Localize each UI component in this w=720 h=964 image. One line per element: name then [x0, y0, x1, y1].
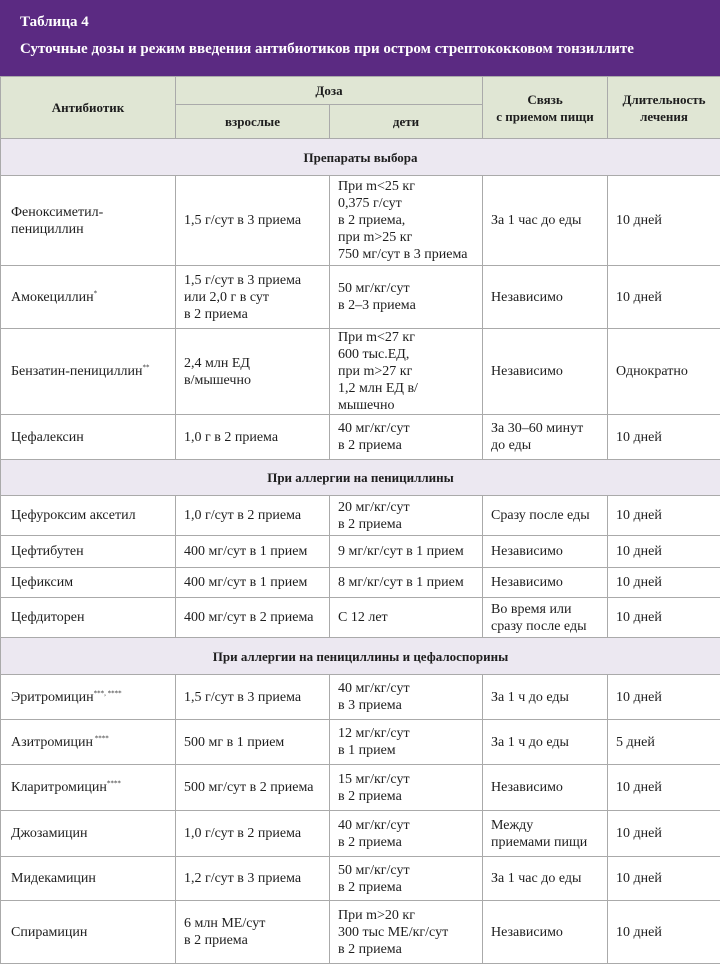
cell-adults-dose-line: 1,0 г/сут в 2 приема: [184, 825, 321, 842]
antibiotic-name-line: Амокециллин*: [11, 289, 167, 306]
cell-children-dose-line: в 2 приема: [338, 879, 474, 896]
cell-children-dose-line: в 3 приема: [338, 697, 474, 714]
cell-food-relation-line: Во время или: [491, 601, 599, 618]
section-row: [1, 460, 720, 496]
cell-food-relation: [483, 266, 608, 329]
cell-food-relation-line: Независимо: [491, 924, 599, 941]
cell-antibiotic: [1, 811, 176, 857]
cell-children-dose-line: При m>20 кг: [338, 907, 474, 924]
cell-adults-dose-line: или 2,0 г в сут: [184, 289, 321, 306]
cell-children-dose-line: в 2 приема: [338, 834, 474, 851]
cell-food-relation-line: приемами пищи: [491, 834, 599, 851]
cell-duration: 10 дней: [608, 496, 720, 536]
cell-duration: 10 дней: [608, 857, 720, 901]
cell-food-relation: [483, 901, 608, 964]
col-header-duration-line1: Длительность: [616, 91, 712, 108]
cell-food-relation-line: Между: [491, 817, 599, 834]
cell-children-dose-line: 15 мг/кг/сут: [338, 771, 474, 788]
cell-antibiotic: [1, 176, 176, 266]
cell-antibiotic: [1, 598, 176, 638]
cell-children-dose: [330, 496, 483, 536]
cell-children-dose: [330, 415, 483, 460]
cell-adults-dose: [176, 901, 330, 964]
cell-adults-dose: [176, 598, 330, 638]
table-row: [1, 568, 720, 598]
footnote-mark: **: [143, 363, 150, 371]
cell-adults-dose: [176, 536, 330, 568]
cell-food-relation-line: Независимо: [491, 543, 599, 560]
cell-duration: 10 дней: [608, 568, 720, 598]
cell-food-relation: [483, 176, 608, 266]
cell-food-relation: [483, 568, 608, 598]
cell-children-dose-line: в 1 прием: [338, 742, 474, 759]
table-row: [1, 415, 720, 460]
cell-duration: 5 дней: [608, 720, 720, 765]
cell-children-dose-line: 40 мг/кг/сут: [338, 817, 474, 834]
table-label: Таблица 4: [20, 14, 89, 31]
cell-children-dose-line: 12 мг/кг/сут: [338, 725, 474, 742]
cell-children-dose: [330, 568, 483, 598]
cell-duration: 10 дней: [608, 765, 720, 811]
col-header-antibiotic: Антибиотик: [1, 77, 176, 139]
cell-duration: 10 дней: [608, 176, 720, 266]
cell-children-dose: [330, 901, 483, 964]
antibiotic-name-line: Азитромицин ****: [11, 734, 167, 751]
table-row: [1, 857, 720, 901]
cell-food-relation: [483, 329, 608, 415]
table-row: [1, 901, 720, 964]
antibiotic-name-line: пенициллин: [11, 221, 167, 238]
cell-food-relation: [483, 675, 608, 720]
footnote-mark: *: [94, 289, 98, 297]
cell-antibiotic: [1, 675, 176, 720]
col-header-food-line1: Связь: [491, 91, 599, 108]
cell-duration: 10 дней: [608, 266, 720, 329]
table-row: [1, 329, 720, 415]
cell-food-relation: [483, 857, 608, 901]
footnote-mark: ****: [107, 779, 121, 787]
cell-food-relation: [483, 765, 608, 811]
cell-children-dose: [330, 857, 483, 901]
table-row: [1, 536, 720, 568]
antibiotic-name-line: Цефтибутен: [11, 543, 167, 560]
section-title: При аллергии на пенициллины: [1, 460, 720, 496]
table-row: [1, 266, 720, 329]
cell-duration: Однократно: [608, 329, 720, 415]
cell-adults-dose: [176, 415, 330, 460]
col-header-children: дети: [330, 105, 483, 139]
antibiotic-name-line: Цефиксим: [11, 574, 167, 591]
col-header-food: [483, 77, 608, 139]
cell-children-dose-line: при m>27 кг: [338, 363, 474, 380]
cell-children-dose: [330, 765, 483, 811]
cell-antibiotic: [1, 415, 176, 460]
antibiotic-name-line: Цефалексин: [11, 429, 167, 446]
antibiotic-name-line: Кларитромицин****: [11, 779, 167, 796]
footnote-mark: ****: [93, 734, 109, 742]
cell-children-dose-line: в 2 приема: [338, 437, 474, 454]
section-title: При аллергии на пенициллины и цефалоспорины: [1, 638, 720, 675]
table-row: [1, 675, 720, 720]
cell-adults-dose-line: в 2 приема: [184, 306, 321, 323]
cell-food-relation-line: За 1 ч до еды: [491, 734, 599, 751]
antibiotic-name-line: Цефуроксим аксетил: [11, 507, 167, 524]
cell-children-dose-line: 1,2 млн ЕД в/мышечно: [338, 380, 474, 414]
antibiotic-name-line: Бензатин-пенициллин**: [11, 363, 167, 380]
cell-children-dose-line: 40 мг/кг/сут: [338, 420, 474, 437]
cell-food-relation: [483, 598, 608, 638]
cell-food-relation-line: сразу после еды: [491, 618, 599, 635]
table-row: [1, 811, 720, 857]
table-row: [1, 176, 720, 266]
antibiotic-name-line: Мидекамицин: [11, 870, 167, 887]
cell-children-dose-line: 300 тыс МЕ/кг/сут: [338, 924, 474, 941]
cell-adults-dose-line: 6 млн МЕ/сут: [184, 915, 321, 932]
cell-adults-dose-line: 500 мг в 1 прием: [184, 734, 321, 751]
cell-adults-dose: [176, 857, 330, 901]
cell-adults-dose: [176, 176, 330, 266]
antibiotic-name-line: Феноксиметил-: [11, 204, 167, 221]
table-header-banner: [0, 0, 720, 76]
cell-children-dose-line: 8 мг/кг/сут в 1 прием: [338, 574, 474, 591]
antibiotic-name-line: Джозамицин: [11, 825, 167, 842]
cell-adults-dose-line: 1,0 г/сут в 2 приема: [184, 507, 321, 524]
cell-adults-dose: [176, 811, 330, 857]
cell-children-dose: [330, 536, 483, 568]
cell-adults-dose: [176, 568, 330, 598]
antibiotic-name-line: Эритромицин***, ****: [11, 689, 167, 706]
antibiotics-table: [0, 76, 720, 964]
cell-food-relation-line: до еды: [491, 437, 599, 454]
cell-food-relation-line: Независимо: [491, 574, 599, 591]
cell-adults-dose-line: 400 мг/сут в 1 прием: [184, 574, 321, 591]
cell-children-dose: [330, 176, 483, 266]
cell-food-relation-line: За 1 час до еды: [491, 212, 599, 229]
cell-adults-dose: [176, 720, 330, 765]
cell-children-dose: [330, 266, 483, 329]
cell-children-dose-line: в 2 приема,: [338, 212, 474, 229]
cell-antibiotic: [1, 901, 176, 964]
cell-adults-dose-line: 500 мг/сут в 2 приема: [184, 779, 321, 796]
cell-children-dose-line: 40 мг/кг/сут: [338, 680, 474, 697]
cell-food-relation: [483, 720, 608, 765]
cell-adults-dose-line: 400 мг/сут в 1 прием: [184, 543, 321, 560]
cell-antibiotic: [1, 568, 176, 598]
cell-children-dose-line: При m<25 кг: [338, 178, 474, 195]
cell-duration: 10 дней: [608, 415, 720, 460]
cell-children-dose-line: в 2 приема: [338, 941, 474, 958]
cell-food-relation: [483, 536, 608, 568]
cell-food-relation: [483, 496, 608, 536]
cell-antibiotic: [1, 857, 176, 901]
cell-children-dose-line: 0,375 г/сут: [338, 195, 474, 212]
col-header-food-line2: с приемом пищи: [491, 108, 599, 125]
cell-adults-dose-line: 1,5 г/сут в 3 приема: [184, 272, 321, 289]
section-row: [1, 139, 720, 176]
cell-food-relation-line: За 30–60 минут: [491, 420, 599, 437]
cell-duration: 10 дней: [608, 675, 720, 720]
table-title: Суточные дозы и режим введения антибиотиков при остром стрептококковом тонзиллите: [20, 41, 634, 58]
cell-children-dose-line: 50 мг/кг/сут: [338, 280, 474, 297]
cell-children-dose-line: 9 мг/кг/сут в 1 прием: [338, 543, 474, 560]
cell-adults-dose: [176, 329, 330, 415]
cell-adults-dose-line: в 2 приема: [184, 932, 321, 949]
cell-food-relation-line: Независимо: [491, 363, 599, 380]
cell-adults-dose: [176, 765, 330, 811]
cell-children-dose-line: в 2 приема: [338, 788, 474, 805]
cell-children-dose: [330, 329, 483, 415]
cell-food-relation-line: За 1 ч до еды: [491, 689, 599, 706]
cell-adults-dose: [176, 266, 330, 329]
cell-food-relation-line: Независимо: [491, 779, 599, 796]
cell-duration: 10 дней: [608, 811, 720, 857]
cell-children-dose-line: С 12 лет: [338, 609, 474, 626]
cell-antibiotic: [1, 266, 176, 329]
cell-children-dose-line: 50 мг/кг/сут: [338, 862, 474, 879]
cell-food-relation-line: Сразу после еды: [491, 507, 599, 524]
cell-antibiotic: [1, 536, 176, 568]
cell-children-dose-line: 600 тыс.ЕД,: [338, 346, 474, 363]
cell-children-dose-line: при m>25 кг: [338, 229, 474, 246]
col-header-duration-line2: лечения: [616, 108, 712, 125]
col-header-duration: [608, 77, 720, 139]
section-title: Препараты выбора: [1, 139, 720, 176]
antibiotic-name-line: Спирамицин: [11, 924, 167, 941]
cell-children-dose-line: в 2 приема: [338, 516, 474, 533]
cell-children-dose: [330, 811, 483, 857]
cell-adults-dose-line: в/мышечно: [184, 372, 321, 389]
cell-adults-dose-line: 2,4 млн ЕД: [184, 355, 321, 372]
cell-food-relation: [483, 811, 608, 857]
cell-adults-dose: [176, 496, 330, 536]
table-row: [1, 720, 720, 765]
cell-duration: 10 дней: [608, 901, 720, 964]
col-header-dose: Доза: [176, 77, 483, 105]
cell-food-relation-line: Независимо: [491, 289, 599, 306]
cell-children-dose-line: 20 мг/кг/сут: [338, 499, 474, 516]
cell-children-dose: [330, 598, 483, 638]
cell-children-dose-line: в 2–3 приема: [338, 297, 474, 314]
cell-children-dose-line: При m<27 кг: [338, 329, 474, 346]
antibiotic-name-line: Цефдиторен: [11, 609, 167, 626]
cell-adults-dose: [176, 675, 330, 720]
footnote-mark: ***, ****: [94, 689, 122, 697]
table-row: [1, 496, 720, 536]
section-row: [1, 638, 720, 675]
cell-adults-dose-line: 1,5 г/сут в 3 приема: [184, 212, 321, 229]
cell-duration: 10 дней: [608, 598, 720, 638]
table-body: [1, 139, 720, 964]
cell-antibiotic: [1, 496, 176, 536]
cell-children-dose: [330, 675, 483, 720]
cell-duration: 10 дней: [608, 536, 720, 568]
cell-adults-dose-line: 1,2 г/сут в 3 приема: [184, 870, 321, 887]
cell-food-relation: [483, 415, 608, 460]
cell-adults-dose-line: 400 мг/сут в 2 приема: [184, 609, 321, 626]
cell-antibiotic: [1, 720, 176, 765]
cell-adults-dose-line: 1,5 г/сут в 3 приема: [184, 689, 321, 706]
cell-antibiotic: [1, 765, 176, 811]
table-row: [1, 765, 720, 811]
cell-children-dose-line: 750 мг/сут в 3 приема: [338, 246, 474, 263]
cell-food-relation-line: За 1 час до еды: [491, 870, 599, 887]
table-row: [1, 598, 720, 638]
cell-antibiotic: [1, 329, 176, 415]
col-header-adults: взрослые: [176, 105, 330, 139]
cell-adults-dose-line: 1,0 г в 2 приема: [184, 429, 321, 446]
cell-children-dose: [330, 720, 483, 765]
